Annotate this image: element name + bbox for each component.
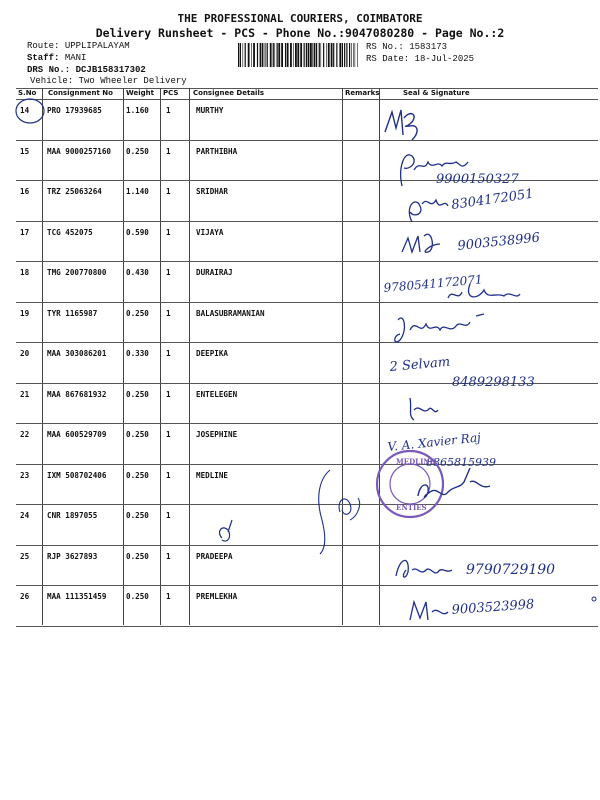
cell-weight: 0.430	[126, 268, 149, 277]
barcode-bar	[265, 43, 266, 67]
rs-no-value: 1583173	[409, 42, 448, 52]
barcode-bar	[262, 43, 263, 67]
barcode-bar	[333, 43, 334, 67]
cell-consignment: IXM 508702406	[47, 470, 107, 480]
table-row	[16, 545, 598, 585]
cell-pcs: 1	[166, 106, 171, 115]
table-row	[16, 585, 598, 625]
barcode-bar	[251, 43, 252, 67]
barcode-bar	[339, 43, 341, 67]
cell-pcs: 1	[166, 551, 171, 561]
stamp-text-bottom: ENTIES	[396, 503, 427, 512]
barcode-bar	[257, 43, 258, 67]
company-title: THE PROFESSIONAL COURIERS, COIMBATORE	[177, 12, 423, 25]
stamp-text-top: MEDLINE	[396, 457, 436, 466]
barcode-bar	[314, 43, 316, 67]
cell-pcs: 1	[166, 430, 171, 439]
cell-sno: 17	[20, 227, 30, 237]
barcode-image	[238, 43, 360, 67]
barcode-bar	[248, 43, 250, 67]
cell-pcs: 1	[166, 187, 171, 196]
cell-sno: 22	[20, 430, 30, 439]
drs-label: DRS No.:	[27, 65, 71, 75]
cell-pcs: 1	[166, 308, 171, 318]
barcode-bar	[260, 43, 262, 67]
barcode-bar	[243, 43, 244, 67]
table-row	[16, 140, 598, 180]
staff-value: MANI	[64, 53, 87, 63]
cell-weight: 0.250	[126, 511, 149, 520]
cell-consignment: TYR 1165987	[47, 308, 98, 318]
cell-pcs: 1	[166, 511, 171, 520]
phone-row-20: 8489298133	[452, 375, 535, 390]
barcode-bar	[308, 43, 310, 67]
barcode-bar	[238, 43, 239, 67]
barcode-bar	[346, 43, 347, 67]
cell-weight: 1.140	[126, 187, 149, 196]
phone-row-17: 9003538996	[456, 230, 541, 254]
cell-sno: 15	[20, 146, 30, 156]
cell-sno: 20	[20, 349, 30, 358]
vehicle-line	[30, 76, 187, 86]
cell-consignee: MEDLINE	[196, 470, 229, 480]
cell-sno: 16	[20, 187, 30, 196]
cell-consignment: MAA 600529709	[47, 430, 107, 439]
name-row-22: V. A. Xavier Raj	[386, 430, 482, 454]
barcode-bar	[240, 43, 241, 67]
cell-sno: 14	[20, 106, 30, 115]
barcode-bar	[331, 43, 333, 67]
cell-pcs: 1	[166, 389, 171, 399]
cell-weight: 0.250	[126, 470, 149, 480]
route-label: Route:	[27, 41, 60, 51]
cell-consignment: MAA 111351459	[47, 592, 107, 601]
barcode-bar	[319, 43, 320, 67]
barcode-bar	[290, 43, 292, 67]
table-row	[16, 180, 598, 220]
header-pcs: PCS	[163, 89, 179, 97]
cell-consignment: MAA 867681932	[47, 389, 107, 399]
runsheet-table	[16, 88, 598, 625]
barcode-bar	[326, 43, 327, 67]
barcode-bar	[300, 43, 302, 67]
cell-weight: 0.250	[126, 592, 149, 601]
cell-weight: 0.250	[126, 551, 149, 561]
name-row-20: 2 Selvam	[389, 354, 451, 375]
cell-consignee: SRIDHAR	[196, 187, 229, 196]
barcode-bar	[278, 43, 280, 67]
cell-consignee: VIJAYA	[196, 227, 224, 237]
cell-consignee: PARTHIBHA	[196, 146, 238, 156]
phone-row-22: 8865815939	[426, 456, 496, 469]
table-row	[16, 221, 598, 261]
barcode-bar	[304, 43, 305, 67]
cell-consignment: PRO 17939685	[47, 106, 102, 115]
cell-weight: 0.250	[126, 146, 149, 156]
barcode-bar	[297, 43, 299, 67]
cell-consignment: TCG 452075	[47, 227, 93, 237]
cell-consignee: DEEPIKA	[196, 349, 229, 358]
cell-consignee: PRADEEPA	[196, 551, 233, 561]
barcode-bar	[273, 43, 274, 67]
rs-date-value: 18-Jul-2025	[414, 54, 475, 64]
header-weight: Weight	[126, 89, 154, 97]
cell-weight: 0.250	[126, 430, 149, 439]
barcode-bar	[316, 43, 317, 67]
barcode-bar	[328, 43, 330, 67]
barcode-bar	[287, 43, 289, 67]
cell-weight: 0.330	[126, 349, 149, 358]
cell-consignee: PREMLEKHA	[196, 592, 238, 601]
cell-weight: 0.250	[126, 389, 149, 399]
table-row	[16, 99, 598, 139]
cell-consignment: TMG 200770800	[47, 268, 107, 277]
header-sno: S.No	[18, 89, 37, 97]
cell-weight: 1.160	[126, 106, 149, 115]
cell-pcs: 1	[166, 227, 171, 237]
rs-date-line	[366, 54, 474, 64]
table-row	[16, 504, 598, 544]
barcode-bar	[295, 43, 297, 67]
cell-consignment: CNR 1897055	[47, 511, 98, 520]
barcode-bar	[351, 43, 352, 67]
cell-weight: 0.590	[126, 227, 149, 237]
cell-consignment: RJP 3627893	[47, 551, 98, 561]
cell-sno: 18	[20, 268, 30, 277]
table-row	[16, 423, 598, 463]
phone-row-16: 8304172051	[450, 186, 535, 213]
table-row	[16, 464, 598, 504]
rs-date-label: RS Date:	[366, 54, 410, 64]
cell-sno: 26	[20, 592, 30, 601]
phone-row-26: 9003523998	[451, 597, 535, 618]
header-remarks: Remarks	[345, 89, 380, 97]
cell-consignment: MAA 9000257160	[47, 146, 112, 156]
cell-sno: 21	[20, 389, 30, 399]
cell-sno: 25	[20, 551, 30, 561]
cell-consignee: JOSEPHINE	[196, 430, 238, 439]
phone-row-15: 9900150327	[436, 172, 519, 187]
barcode-bar	[264, 43, 265, 67]
cell-pcs: 1	[166, 349, 171, 358]
barcode-bar	[267, 43, 268, 67]
table-row	[16, 261, 598, 301]
vehicle-label: Vehicle:	[30, 76, 74, 86]
barcode-bar	[310, 43, 312, 67]
barcode-bar	[285, 43, 286, 67]
barcode-bar	[281, 43, 283, 67]
table-row	[16, 302, 598, 342]
barcode-bar	[245, 43, 246, 67]
cell-sno: 19	[20, 308, 30, 318]
cell-weight: 0.250	[126, 308, 149, 318]
cell-pcs: 1	[166, 470, 171, 480]
cell-sno: 24	[20, 511, 30, 520]
cell-pcs: 1	[166, 146, 171, 156]
table-row	[16, 383, 598, 423]
cell-consignee: DURAIRAJ	[196, 268, 233, 277]
rs-no-label: RS No.:	[366, 42, 404, 52]
cell-pcs: 1	[166, 592, 171, 601]
vehicle-value: Two Wheeler Delivery	[78, 76, 187, 86]
barcode-bar	[277, 43, 278, 67]
header-consignee: Consignee Details	[193, 89, 265, 97]
barcode-bar	[336, 43, 337, 67]
row-rule	[16, 626, 598, 627]
header-consignment: Consignment No	[48, 89, 113, 97]
barcode-bar	[293, 43, 294, 67]
barcode-bar	[355, 43, 356, 67]
barcode-bar	[323, 43, 324, 67]
barcode-bar	[253, 43, 255, 67]
barcode-bar	[306, 43, 307, 67]
phone-row-25: 9790729190	[466, 562, 556, 578]
barcode-bar	[274, 43, 275, 67]
staff-line	[27, 53, 86, 63]
barcode-bar	[312, 43, 313, 67]
barcode-bar	[342, 43, 343, 67]
route-value: UPPLIPALAYAM	[64, 41, 130, 51]
cell-sno: 23	[20, 470, 30, 480]
barcode-bar	[353, 43, 354, 67]
table-row	[16, 342, 598, 382]
rs-no-line	[366, 42, 447, 52]
cell-consignee: MURTHY	[196, 106, 224, 115]
cell-consignment: TRZ 25063264	[47, 187, 102, 196]
barcode-bar	[357, 43, 358, 67]
cell-consignee: BALASUBRAMANIAN	[196, 308, 265, 318]
header-signature: Seal & Signature	[403, 89, 470, 97]
route-line	[27, 41, 130, 51]
drs-value: DCJB158317302	[75, 65, 146, 75]
runsheet-subtitle: Delivery Runsheet - PCS - Phone No.:9047080280 - Page No.:2	[95, 26, 505, 40]
cell-consignee: ENTELEGEN	[196, 389, 238, 399]
barcode-bar	[349, 43, 350, 67]
barcode-bar	[270, 43, 272, 67]
barcode-bar	[344, 43, 345, 67]
cell-consignment: MAA 303086201	[47, 349, 107, 358]
staff-label: Staff:	[27, 53, 60, 63]
drs-line	[27, 65, 146, 75]
phone-row-18: 9780541172071	[383, 272, 484, 295]
cell-pcs: 1	[166, 268, 171, 277]
barcode-bar	[321, 43, 322, 67]
